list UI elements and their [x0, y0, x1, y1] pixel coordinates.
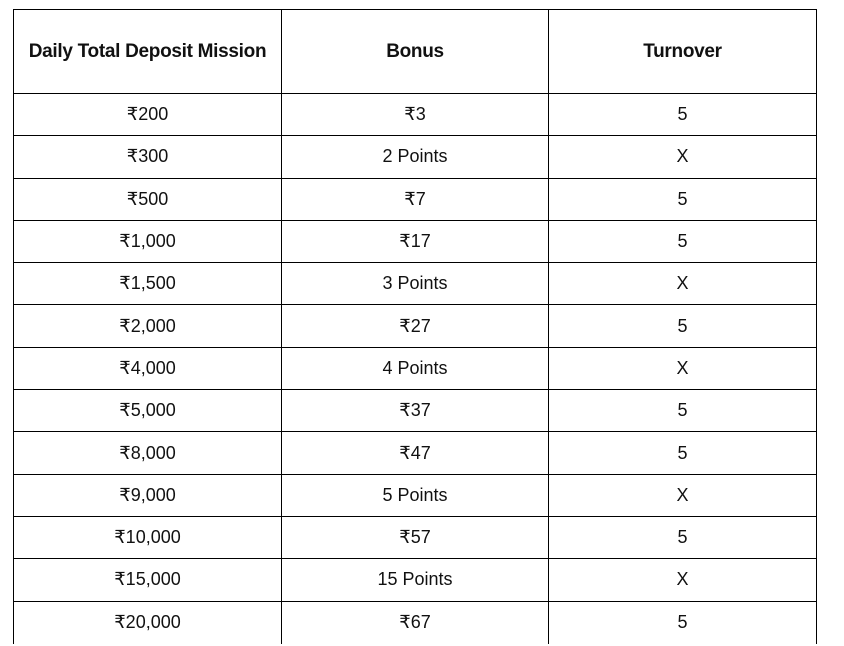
- bonus-cell: 15 Points: [282, 559, 549, 601]
- turnover-cell: 5: [549, 601, 817, 644]
- deposit-cell: ₹200: [14, 94, 282, 136]
- deposit-cell: ₹300: [14, 136, 282, 178]
- deposit-cell: ₹5,000: [14, 390, 282, 432]
- header-row: [14, 10, 817, 94]
- table-row: [14, 474, 817, 516]
- table-row: [14, 559, 817, 601]
- bonus-cell: ₹67: [282, 601, 549, 644]
- turnover-cell: 5: [549, 305, 817, 347]
- table-row: [14, 136, 817, 178]
- turnover-cell: 5: [549, 516, 817, 558]
- bonus-cell: 3 Points: [282, 263, 549, 305]
- turnover-cell: X: [549, 263, 817, 305]
- turnover-cell: X: [549, 347, 817, 389]
- bonus-cell: ₹37: [282, 390, 549, 432]
- turnover-cell: 5: [549, 220, 817, 262]
- header-daily-total-deposit-mission: Daily Total Deposit Mission: [14, 10, 282, 94]
- turnover-cell: 5: [549, 178, 817, 220]
- deposit-cell: ₹15,000: [14, 559, 282, 601]
- table-row: [14, 305, 817, 347]
- bonus-cell: ₹47: [282, 432, 549, 474]
- table-body: [14, 94, 817, 644]
- table-row: [14, 347, 817, 389]
- turnover-cell: 5: [549, 94, 817, 136]
- table-row: [14, 516, 817, 558]
- deposit-cell: ₹8,000: [14, 432, 282, 474]
- table-row: [14, 432, 817, 474]
- bonus-cell: 4 Points: [282, 347, 549, 389]
- turnover-cell: X: [549, 136, 817, 178]
- bonus-cell: 5 Points: [282, 474, 549, 516]
- deposit-cell: ₹4,000: [14, 347, 282, 389]
- turnover-cell: 5: [549, 432, 817, 474]
- bonus-cell: ₹57: [282, 516, 549, 558]
- bonus-cell: ₹3: [282, 94, 549, 136]
- header-turnover: Turnover: [549, 10, 817, 94]
- bonus-cell: ₹17: [282, 220, 549, 262]
- deposit-mission-table: [13, 9, 817, 644]
- table-row: [14, 178, 817, 220]
- table-header: [14, 10, 817, 94]
- table-row: [14, 390, 817, 432]
- deposit-cell: ₹500: [14, 178, 282, 220]
- turnover-cell: 5: [549, 390, 817, 432]
- header-bonus: Bonus: [282, 10, 549, 94]
- deposit-cell: ₹20,000: [14, 601, 282, 644]
- bonus-cell: 2 Points: [282, 136, 549, 178]
- turnover-cell: X: [549, 474, 817, 516]
- deposit-cell: ₹2,000: [14, 305, 282, 347]
- table-row: [14, 94, 817, 136]
- table-row: [14, 601, 817, 644]
- deposit-mission-table-container: [13, 9, 816, 644]
- deposit-cell: ₹1,500: [14, 263, 282, 305]
- turnover-cell: X: [549, 559, 817, 601]
- deposit-cell: ₹9,000: [14, 474, 282, 516]
- deposit-cell: ₹10,000: [14, 516, 282, 558]
- deposit-cell: ₹1,000: [14, 220, 282, 262]
- table-row: [14, 263, 817, 305]
- bonus-cell: ₹7: [282, 178, 549, 220]
- table-row: [14, 220, 817, 262]
- bonus-cell: ₹27: [282, 305, 549, 347]
